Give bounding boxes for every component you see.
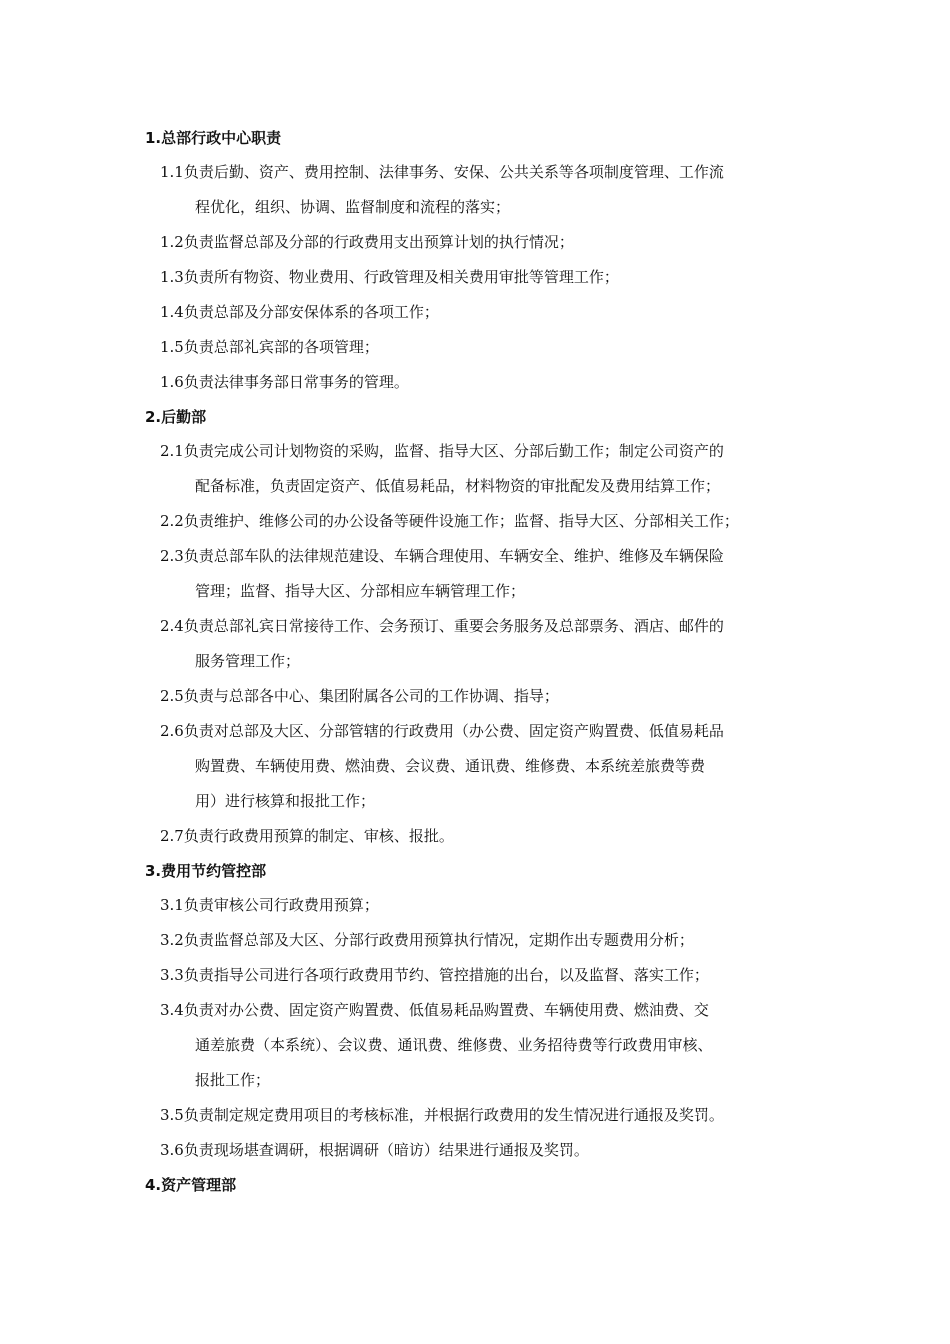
duty-line (160, 155, 825, 190)
duty-line (160, 539, 825, 574)
section-heading: 2.后勤部 (145, 408, 207, 426)
duty-text: 负责法律事务部日常事务的管理。 (183, 373, 409, 391)
duty-continuation-line (160, 749, 825, 784)
duty-text: 负责监督总部及大区、分部行政费用预算执行情况，定期作出专题费用分析； (183, 931, 694, 949)
duty-item (145, 923, 825, 958)
duty-continuation-line (160, 190, 825, 225)
duty-item (145, 679, 825, 714)
duty-item (145, 609, 825, 679)
duty-number: 3.5 (160, 1106, 184, 1124)
duty-text: 管理；监督、指导大区、分部相应车辆管理工作； (195, 582, 526, 600)
duty-item (145, 539, 825, 609)
section (145, 400, 825, 854)
duty-text: 负责维护、维修公司的办公设备等硬件设施工作；监督、指导大区、分部相关工作； (183, 512, 739, 530)
duty-text: 服务管理工作； (195, 652, 301, 670)
duty-number: 1.2 (160, 233, 184, 251)
duty-item (145, 1098, 825, 1133)
duty-number: 2.4 (160, 617, 184, 635)
duty-line (160, 714, 825, 749)
duty-text: 购置费、车辆使用费、燃油费、会议费、通讯费、维修费、本系统差旅费等费 (195, 757, 706, 775)
duty-text: 负责总部及分部安保体系的各项工作； (183, 303, 439, 321)
section (145, 854, 825, 1168)
duty-item (145, 365, 825, 400)
duty-number: 1.5 (160, 338, 184, 356)
duty-number: 2.7 (160, 827, 184, 845)
duty-text: 负责总部礼宾部的各项管理； (183, 338, 379, 356)
duty-item (145, 819, 825, 854)
duty-number: 1.6 (160, 373, 184, 391)
duty-number: 2.5 (160, 687, 184, 705)
duty-item (145, 714, 825, 819)
duty-item (145, 225, 825, 260)
duty-text: 用）进行核算和报批工作； (195, 792, 376, 810)
duty-line (160, 958, 825, 993)
duty-number: 1.3 (160, 268, 184, 286)
duty-line (160, 504, 825, 539)
duty-text: 负责所有物资、物业费用、行政管理及相关费用审批等管理工作； (183, 268, 619, 286)
duty-line (160, 225, 825, 260)
duty-line (160, 679, 825, 714)
duty-item (145, 260, 825, 295)
duty-line (160, 819, 825, 854)
duty-text: 负责现场堪查调研，根据调研（暗访）结果进行通报及奖罚。 (183, 1141, 589, 1159)
duty-item (145, 155, 825, 225)
duty-line (160, 993, 825, 1028)
section (145, 121, 825, 400)
duty-number: 2.3 (160, 547, 184, 565)
duty-line (160, 295, 825, 330)
duty-text: 负责后勤、资产、费用控制、法律事务、安保、公共关系等各项制度管理、工作流 (183, 163, 724, 181)
document-body (145, 121, 825, 1202)
duty-item (145, 888, 825, 923)
duty-text: 负责总部车队的法律规范建设、车辆合理使用、车辆安全、维护、维修及车辆保险 (183, 547, 724, 565)
duty-text: 负责行政费用预算的制定、审核、报批。 (183, 827, 454, 845)
duty-continuation-line (160, 784, 825, 819)
duty-text: 程优化，组织、协调、监督制度和流程的落实； (195, 198, 511, 216)
duty-text: 负责对总部及大区、分部管辖的行政费用（办公费、固定资产购置费、低值易耗品 (183, 722, 724, 740)
section-heading: 4.资产管理部 (145, 1176, 237, 1194)
section-heading: 3.费用节约管控部 (145, 862, 267, 880)
duty-text: 负责制定规定费用项目的考核标准，并根据行政费用的发生情况进行通报及奖罚。 (183, 1106, 724, 1124)
duty-number: 2.6 (160, 722, 184, 740)
duty-number: 1.1 (160, 163, 184, 181)
section-heading: 1.总部行政中心职责 (145, 129, 282, 147)
duty-item (145, 434, 825, 504)
duty-line (160, 365, 825, 400)
duty-number: 3.4 (160, 1001, 184, 1019)
section (145, 1168, 825, 1202)
duty-number: 2.1 (160, 442, 184, 460)
duty-text: 报批工作； (195, 1071, 271, 1089)
duty-number: 3.2 (160, 931, 184, 949)
duty-line (160, 330, 825, 365)
duty-line (160, 609, 825, 644)
duty-text: 负责完成公司计划物资的采购，监督、指导大区、分部后勤工作；制定公司资产的 (183, 442, 724, 460)
duty-item (145, 330, 825, 365)
duty-line (160, 434, 825, 469)
duty-item (145, 958, 825, 993)
duty-item (145, 295, 825, 330)
duty-continuation-line (160, 1028, 825, 1063)
duty-number: 3.1 (160, 896, 184, 914)
duty-text: 负责总部礼宾日常接待工作、会务预订、重要会务服务及总部票务、酒店、邮件的 (183, 617, 724, 635)
duty-line (160, 260, 825, 295)
duty-line (160, 1098, 825, 1133)
duty-number: 2.2 (160, 512, 184, 530)
duty-text: 负责监督总部及分部的行政费用支出预算计划的执行情况； (183, 233, 574, 251)
duty-number: 3.3 (160, 966, 184, 984)
duty-continuation-line (160, 1063, 825, 1098)
duty-continuation-line (160, 644, 825, 679)
duty-line (160, 923, 825, 958)
duty-text: 配备标准，负责固定资产、低值易耗品，材料物资的审批配发及费用结算工作； (195, 477, 721, 495)
duty-number: 3.6 (160, 1141, 184, 1159)
duty-text: 通差旅费（本系统）、会议费、通讯费、维修费、业务招待费等行政费用审核、 (195, 1036, 713, 1054)
duty-text: 负责与总部各中心、集团附属各公司的工作协调、指导； (183, 687, 559, 705)
duty-item (145, 993, 825, 1098)
duty-text: 负责审核公司行政费用预算； (183, 896, 379, 914)
duty-number: 1.4 (160, 303, 184, 321)
duty-item (145, 1133, 825, 1168)
duty-line (160, 1133, 825, 1168)
duty-continuation-line (160, 574, 825, 609)
duty-continuation-line (160, 469, 825, 504)
duty-line (160, 888, 825, 923)
duty-item (145, 504, 825, 539)
duty-text: 负责指导公司进行各项行政费用节约、管控措施的出台，以及监督、落实工作； (183, 966, 709, 984)
duty-text: 负责对办公费、固定资产购置费、低值易耗品购置费、车辆使用费、燃油费、交 (183, 1001, 709, 1019)
